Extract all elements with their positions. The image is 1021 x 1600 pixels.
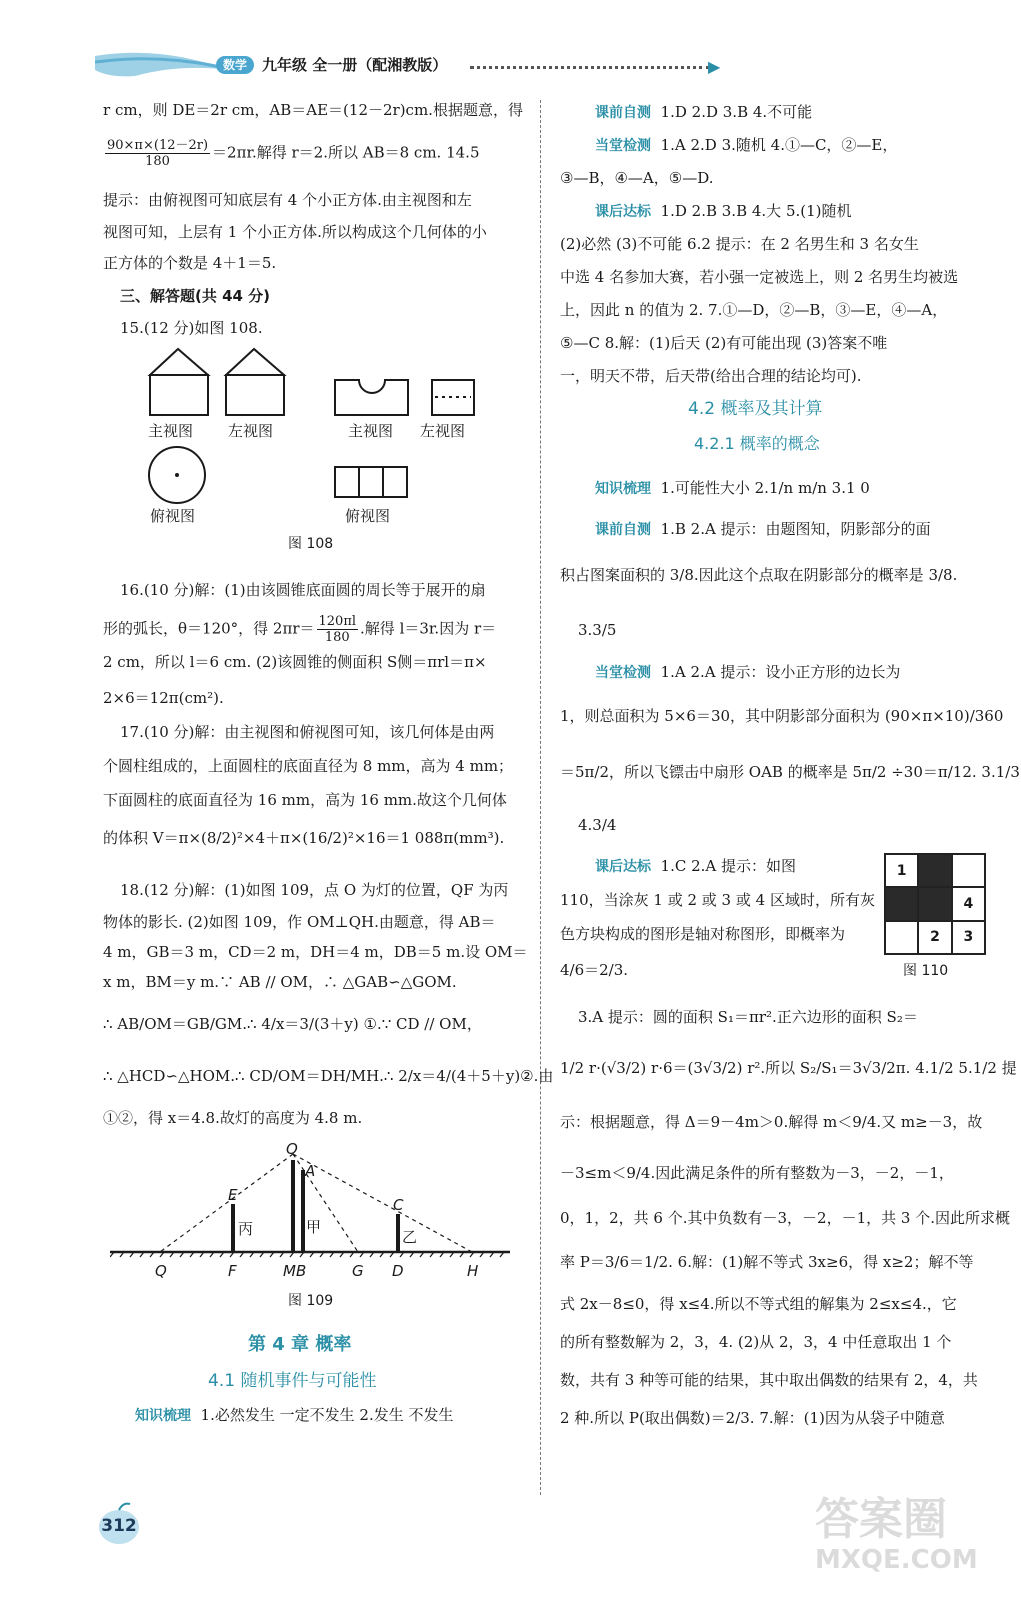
right-line-15: 1，则总面积为 5×6＝30，其中阴影部分面积为 (90×π×10)/360 (560, 707, 1004, 725)
header-title: 九年级 全一册（配湘教版） (262, 56, 448, 74)
right-line-14: 当堂检测 1.A 2.A 提示：设小正方形的边长为 (595, 663, 901, 681)
right-line-28: 式 2x－8≤0，得 x≤4.所以不等式组的解集为 2≤x≤4.，它 (560, 1295, 957, 1313)
right-line-9: 一，明天不带，后天带(给出合理的结论均可). (560, 367, 862, 385)
fig108-label-6: 俯视图 (345, 507, 391, 525)
right-line-13: 3.3/5 (578, 621, 617, 639)
right-line-25: －3≤m＜9/4.因此满足条件的所有整数为－3，－2，－1， (560, 1164, 954, 1182)
point-c: C (393, 1196, 404, 1214)
fig108-label-4: 左视图 (420, 422, 466, 440)
label-bing: 丙 (238, 1220, 254, 1238)
q16-line-4: 2×6＝12π(cm²). (103, 689, 224, 707)
page-number: 312 (101, 1516, 137, 1536)
watermark-cn: 答案圈 (815, 1494, 947, 1545)
point-mb: MB (283, 1262, 307, 1280)
right-line-1: 课前自测 1.D 2.D 3.B 4.不可能 (595, 103, 813, 121)
header-arrow-icon: ▶ (708, 57, 721, 76)
right-line-22: 3.A 提示：圆的面积 S₁＝πr².正六边形的面积 S₂＝ (578, 1008, 918, 1026)
chapter-title: 第 4 章 概率 (248, 1334, 352, 1355)
left-view-body (226, 375, 284, 415)
point-f: F (228, 1262, 237, 1280)
right-line-6: 中选 4 名参加大赛，若小强一定被选上，则 2 名男生均被选 (560, 268, 959, 286)
right-line-29: 的所有整数解为 2，3，4. (2)从 2，3，4 中任意取出 1 个 (560, 1333, 952, 1351)
subject-badge (216, 56, 254, 74)
q18-line-5: ∴ AB/OM＝GB/GM.∴ 4/x＝3/(3＋y) ①.∵ CD // OM， (103, 1015, 482, 1033)
right-line-7: 上，因此 n 的值为 2. 7.①—D，②—B，③—E，④—A， (560, 301, 948, 319)
front-view-roof (150, 349, 208, 375)
right-line-30: 数，共有 3 种等可能的结果，其中取出偶数的结果有 2，4，共 (560, 1371, 978, 1389)
q16-line-1: 16.(10 分)解：(1)由该圆锥底面圆的周长等于展开的扇 (120, 581, 486, 599)
figure-110-grid (884, 853, 986, 955)
fraction: $\frac{90\times\pi\times(12-2r)}{180}$ (107, 138, 209, 169)
right-line-31: 2 种.所以 P(取出偶数)＝2/3. 7.解：(1)因为从袋子中随意 (560, 1409, 945, 1427)
page-number-badge (96, 1500, 142, 1546)
front-view-2 (335, 380, 408, 415)
left-line-3: 提示：由俯视图可知底层有 4 个小正方体.由主视图和左 (103, 191, 472, 209)
right-line-3: ③—B，④—A，⑤—D. (560, 169, 714, 187)
point-d: D (392, 1262, 404, 1280)
q18-line-4: x m，BM＝y m.∵ AB // OM，∴ △GAB∽△GOM. (103, 973, 457, 991)
grid-cell: 1 (885, 854, 918, 887)
right-line-27: 率 P＝3/6＝1/2. 6.解：(1)解不等式 3x≥6，得 x≥2；解不等 (560, 1253, 974, 1271)
grid-cell-shaded (918, 887, 951, 920)
fig108-label-1: 主视图 (148, 422, 194, 440)
grid-cell: 2 (918, 921, 951, 954)
point-o: O (286, 1140, 298, 1158)
q15-text: 15.(12 分)如图 108. (120, 319, 263, 337)
fig108-label-3: 主视图 (348, 422, 394, 440)
right-line-4: 课后达标 1.D 2.B 3.B 4.大 5.(1)随机 (595, 202, 852, 220)
right-line-19: 110，当涂灰 1 或 2 或 3 或 4 区域时，所有灰 (560, 891, 875, 909)
right-line-21: 4/6＝2/3. (560, 961, 629, 979)
q18-line-1: 18.(12 分)解：(1)如图 109，点 O 为灯的位置，QF 为丙 (120, 881, 509, 899)
column-divider (540, 100, 541, 1495)
point-h: H (467, 1262, 479, 1280)
front-view-body (150, 375, 208, 415)
grid-cell (952, 854, 985, 887)
fraction: $\frac{120\pi l}{180}$ (318, 614, 357, 645)
top-view-2 (335, 467, 407, 497)
grid-cell-shaded (918, 854, 951, 887)
q18-line-2: 物体的影长. (2)如图 109，作 OM⊥QH.由题意，得 AB＝ (103, 913, 496, 931)
label-jia: 甲 (306, 1218, 322, 1236)
right-line-12: 积占图案面积的 3/8.因此这个点取在阴影部分的概率是 3/8. (560, 566, 958, 584)
q16-line-3: 2 cm，所以 l＝6 cm. (2)该圆锥的侧面积 S侧＝πrl＝π× (103, 653, 487, 671)
section-4-1-title: 4.1 随机事件与可能性 (208, 1371, 377, 1391)
header-dotted-rule (470, 66, 710, 69)
right-line-18: 课后达标 1.C 2.A 提示：如图 (595, 857, 797, 875)
section-4-2-title: 4.2 概率及其计算 (688, 399, 823, 419)
right-line-20: 色方块构成的图形是轴对称图形，即概率为 (560, 925, 846, 943)
q17-line-2: 个圆柱组成的，上面圆柱的底面直径为 8 mm，高为 4 mm； (103, 757, 514, 775)
right-line-8: ⑤—C 8.解：(1)后天 (2)有可能出现 (3)答案不唯 (560, 334, 888, 352)
watermark-en: MXQE.COM (815, 1545, 978, 1575)
section-4-2-1-title: 4.2.1 概率的概念 (694, 434, 820, 453)
right-line-11: 课前自测 1.B 2.A 提示：由题图知，阴影部分的面 (595, 520, 931, 538)
right-line-17: 4.3/4 (578, 816, 617, 834)
grid-cell: 4 (952, 887, 985, 920)
point-a: A (305, 1162, 316, 1180)
point-g: G (352, 1262, 364, 1280)
right-line-10: 知识梳理 1.可能性大小 2.1/n m/n 3.1 0 (595, 479, 870, 497)
right-line-24: 示：根据题意，得 Δ＝9－4m＞0.解得 m＜9/4.又 m≥－3，故 (560, 1113, 983, 1131)
fig108-label-2: 左视图 (228, 422, 274, 440)
left-line-1: r cm，则 DE＝2r cm，AB＝AE＝(12－2r)cm.根据题意，得 (103, 101, 523, 119)
subject-badge-text: 数学 (222, 58, 247, 72)
fig109-caption: 图 109 (288, 1293, 334, 1309)
left-line-4: 视图可知，上层有 1 个小正方体.所以构成这个几何体的小 (103, 223, 487, 241)
fig110-caption: 图 110 (903, 963, 949, 979)
left-line-2: $\frac{90\times\pi\times(12-2r)}{180}$ ＝2πr.解得 r＝2.所以 AB＝8 cm. 14.5 (107, 138, 480, 169)
left-line-5: 正方体的个数是 4＋1＝5. (103, 254, 277, 272)
left-view-roof (226, 349, 284, 375)
fig108-caption: 图 108 (288, 536, 334, 552)
label-yi: 乙 (402, 1228, 418, 1246)
q18-line-7: ①②，得 x＝4.8.故灯的高度为 4.8 m. (103, 1109, 363, 1127)
q17-line-1: 17.(10 分)解：由主视图和俯视图可知，该几何体是由两 (120, 723, 495, 741)
zhishi-line: 知识梳理 1.必然发生 一定不发生 2.发生 不发生 (135, 1406, 454, 1424)
q17-line-4: 的体积 V＝π×(8/2)²×4＋π×(16/2)²×16＝1 088π(mm³). (103, 829, 505, 847)
grid-cell (885, 921, 918, 954)
q16-line-2: 形的弧长，θ＝120°，得 2πr＝ $\frac{120\pi l}{180}$ .解得 l＝3r.因为 r＝ (103, 614, 497, 645)
right-line-16: ＝5π/2，所以飞镖击中扇形 OAB 的概率是 5π/2 ÷30＝π/12. 3.1/3 (560, 763, 1020, 781)
right-line-2: 当堂检测 1.A 2.D 3.随机 4.①—C，②—E， (595, 136, 898, 154)
grid-cell-shaded (885, 887, 918, 920)
left-view-2 (432, 380, 474, 415)
grid-cell: 3 (952, 921, 985, 954)
right-line-23: 1/2 r·(√3/2) r·6＝(3√3/2) r².所以 S₂/S₁＝3√3/2π. 4.1/2 5.1/2 提 (560, 1059, 1017, 1077)
section-heading-3: 三、解答题(共 44 分) (120, 287, 271, 305)
q18-line-3: 4 m，GB＝3 m，CD＝2 m，DH＝4 m，DB＝5 m.设 OM＝ (103, 943, 528, 961)
watermark (815, 1495, 1005, 1590)
q17-line-3: 下面圆柱的底面直径为 16 mm，高为 16 mm.故这个几何体 (103, 791, 507, 809)
point-e: E (228, 1186, 238, 1204)
q18-line-6: ∴ △HCD∽△HOM.∴ CD/OM＝DH/MH.∴ 2/x＝4/(4＋5＋y)②.由 (103, 1067, 554, 1085)
right-line-5: (2)必然 (3)不可能 6.2 提示：在 2 名男生和 3 名女生 (560, 235, 919, 253)
fig108-label-5: 俯视图 (150, 507, 196, 525)
right-line-26: 0，1，2，共 6 个.其中负数有－3，－2，－1，共 3 个.因此所求概 (560, 1209, 1010, 1227)
point-q: Q (155, 1262, 167, 1280)
